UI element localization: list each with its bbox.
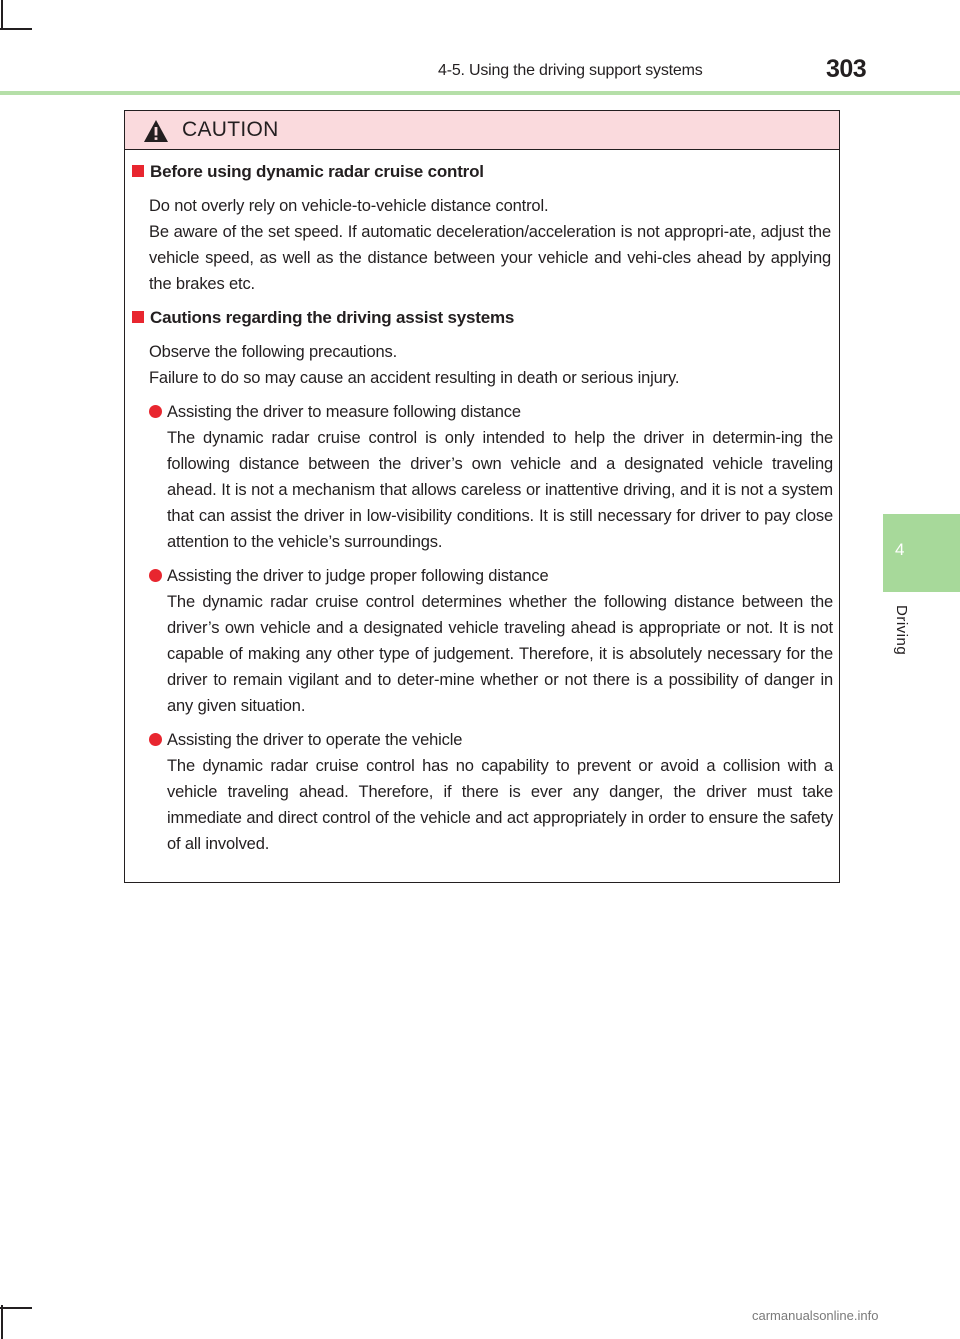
chapter-tab-number: 4 (895, 540, 905, 559)
header-rule (0, 91, 960, 95)
paragraph: Failure to do so may cause an accident resulting in death or serious injury. (149, 369, 680, 387)
section-heading-text: Cautions regarding the driving assist systems (150, 308, 515, 327)
crop-mark-bl-v (1, 1305, 3, 1339)
caution-header (125, 111, 839, 150)
section-heading (132, 305, 841, 331)
crop-mark-tl-h (0, 28, 32, 30)
caution-title: CAUTION (182, 118, 279, 141)
section-paragraphs (149, 193, 831, 297)
red-square-icon (132, 165, 144, 177)
bullet-title: Assisting the driver to operate the vehicle (167, 731, 463, 749)
paragraph: Observe the following precautions. (149, 343, 398, 361)
section-heading-text: Before using dynamic radar cruise control (150, 162, 484, 181)
section-header: 4-5. Using the driving support systems (438, 62, 703, 79)
bullet-title: Assisting the driver to judge proper following distance (167, 567, 549, 585)
bullet-item (149, 727, 833, 857)
paragraph: Do not overly rely on vehicle-to-vehicle distance control. (149, 197, 549, 215)
warning-triangle-icon (143, 119, 169, 143)
page-number: 303 (826, 55, 867, 83)
bullet-body: The dynamic radar cruise control has no capability to prevent or avoid a collision with a vehicle traveling ahead. Therefore, if there is ever any danger, the driver must take immediate and direct control of the vehicle and act appropriately in order to ensure the safety of all involved. (167, 757, 833, 853)
bullet-title: Assisting the driver to measure following distance (167, 403, 521, 421)
bullet-body: The dynamic radar cruise control is only intended to help the driver in determin-ing the following distance between the driver’s own vehicle and a designated vehicle traveling ahead. It is not a mechanism that allows careless or inattentive driving, and it is not a system that can assist the driver in low-visibility conditions. It is still necessary for driver to pay close attention to the vehicle’s surroundings. (167, 429, 833, 551)
crop-mark-bl-h (0, 1307, 32, 1309)
crop-mark-tl-v (1, 0, 3, 30)
caution-content (125, 159, 841, 857)
chapter-tab-label: Driving (893, 605, 910, 656)
paragraph: Be aware of the set speed. If automatic deceleration/acceleration is not appropri-ate, adjust the vehicle speed, as well as the distance between your vehicle and vehi-cles ahead by applying the brakes etc. (149, 223, 831, 293)
bullet-body: The dynamic radar cruise control determines whether the following distance between the driver’s own vehicle and a designated vehicle traveling ahead is appropriate or not. It is not capable of making any other type of judgement. Therefore, it is absolutely necessary for the driver to remain vigilant and to deter-mine whether or not there is a possibility of danger in any given situation. (167, 593, 833, 715)
red-bullet-icon (149, 733, 162, 746)
red-square-icon (132, 311, 144, 323)
bullet-item (149, 399, 833, 555)
section-paragraphs (149, 339, 831, 391)
caution-box (124, 110, 840, 883)
watermark: carmanualsonline.info (752, 1308, 879, 1323)
red-bullet-icon (149, 569, 162, 582)
bullet-item (149, 563, 833, 719)
red-bullet-icon (149, 405, 162, 418)
section-heading (132, 159, 841, 185)
